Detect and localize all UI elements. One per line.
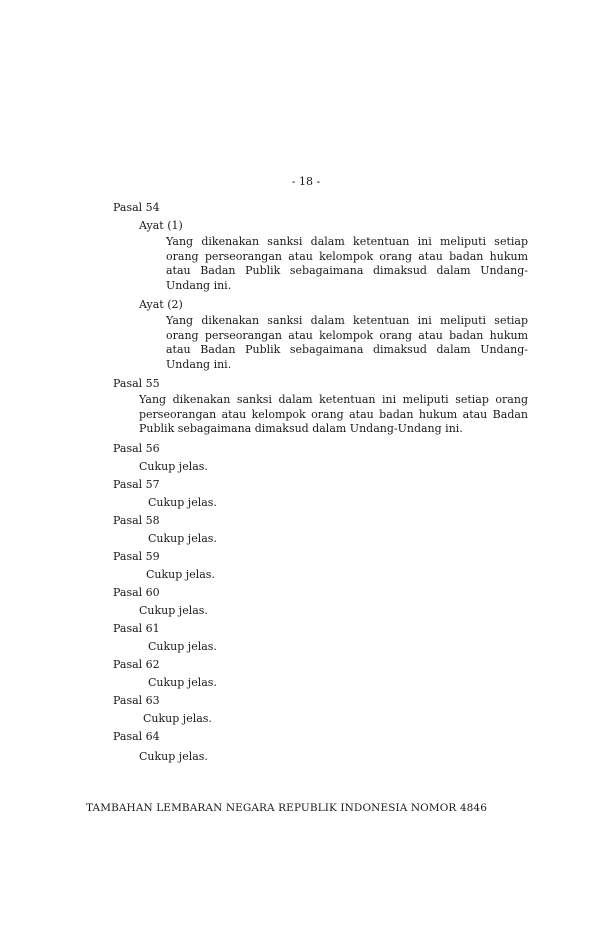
footer-text: TAMBAHAN LEMBARAN NEGARA REPUBLIK INDONESIA NOMOR 4846 xyxy=(86,802,487,814)
pasal-heading: Pasal 57 xyxy=(113,477,160,491)
pasal-heading: Pasal 62 xyxy=(113,657,160,671)
pasal-heading: Pasal 54 xyxy=(113,201,160,214)
pasal-text: Cukup jelas. xyxy=(148,639,217,653)
pasal-heading: Pasal 60 xyxy=(113,585,160,599)
pasal-heading: Pasal 56 xyxy=(113,441,160,455)
pasal-text: Cukup jelas. xyxy=(148,495,217,509)
pasal-heading: Pasal 63 xyxy=(113,693,160,707)
ayat-text: Yang dikenakan sanksi dalam ketentuan ini meliputi setiap orang perseorangan atau kelompok orang atau badan hukum atau Badan Publik sebagaimana dimaksud dalam Undang-Undang ini. xyxy=(166,314,528,371)
pasal-heading: Pasal 55 xyxy=(113,377,160,390)
pasal-heading: Pasal 58 xyxy=(113,513,160,527)
ayat-text: Yang dikenakan sanksi dalam ketentuan ini meliputi setiap orang perseorangan atau kelompok orang atau badan hukum atau Badan Publik sebagaimana dimaksud dalam Undang-Undang ini. xyxy=(166,235,528,292)
pasal-text: Cukup jelas. xyxy=(148,531,217,545)
pasal-text: Cukup jelas. xyxy=(139,603,208,617)
pasal-heading: Pasal 61 xyxy=(113,621,160,635)
pasal-text: Cukup jelas. xyxy=(146,567,215,581)
pasal-text: Cukup jelas. xyxy=(139,459,208,473)
document-body xyxy=(113,199,528,766)
page-number: - 18 - xyxy=(291,175,321,188)
ayat-heading: Ayat (2) xyxy=(139,298,183,311)
pasal-text: Cukup jelas. xyxy=(148,675,217,689)
ayat-heading: Ayat (1) xyxy=(139,219,183,232)
pasal-text: Yang dikenakan sanksi dalam ketentuan ini meliputi setiap orang perseorangan atau kelompok orang atau badan hukum atau Badan Publik sebagaimana dimaksud dalam Undang-Undang ini. xyxy=(139,393,528,435)
pasal-text: Cukup jelas. xyxy=(139,749,208,763)
pasal-heading: Pasal 64 xyxy=(113,729,160,743)
pasal-heading: Pasal 59 xyxy=(113,549,160,563)
pasal-text: Cukup jelas. xyxy=(143,711,212,725)
